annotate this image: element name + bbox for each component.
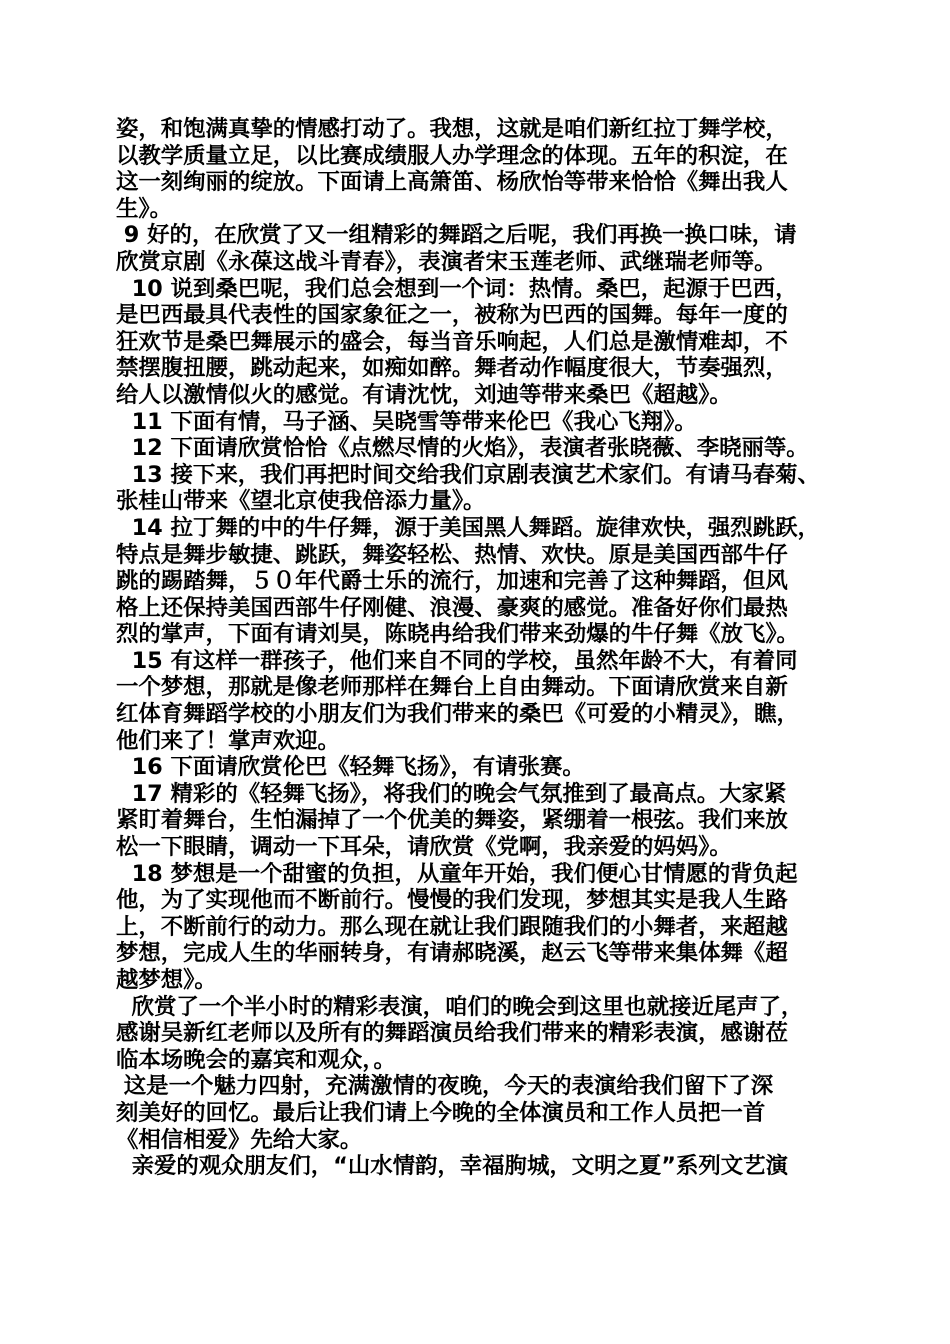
text-line: 11 下面有情，马子涵、吴晓雪等带来伦巴《我心飞翔》。: [116, 408, 697, 435]
text-line: 跳的踢踏舞，５０年代爵士乐的流行，加速和完善了这种舞蹈，但风: [116, 568, 788, 595]
text-line: 以教学质量立足，以比赛成绩服人办学理念的体现。五年的积淀，在: [116, 142, 788, 169]
text-line: 这是一个魅力四射，充满激情的夜晚，今天的表演给我们留下了深: [116, 1073, 774, 1100]
document-page: [116, 116, 848, 1180]
text-line: 给人以激情似火的感觉。有请沈忱，刘迪等带来桑巴《超越》。: [116, 381, 732, 408]
text-line: 欣赏京剧《永葆这战斗青春》，表演者宋玉莲老师、武继瑞老师等。: [116, 248, 777, 275]
text-line: 13 接下来，我们再把时间交给我们京剧表演艺术家们。有请马春菊、: [116, 461, 820, 488]
text-line: 这一刻绚丽的绽放。下面请上高箫笛、杨欣怡等带来恰恰《舞出我人: [116, 169, 788, 196]
text-line: 18 梦想是一个甜蜜的负担，从童年开始，我们便心甘情愿的背负起: [116, 860, 798, 887]
text-line: 《相信相爱》先给大家。: [116, 1126, 363, 1153]
text-line: 亲爱的观众朋友们，“山水情韵，幸福朐城，文明之夏”系列文艺演: [116, 1153, 788, 1180]
text-line: 梦想，完成人生的华丽转身，有请郝晓溪，赵云飞等带来集体舞《超: [116, 940, 788, 967]
text-line: 烈的掌声，下面有请刘昊，陈晓冉给我们带来劲爆的牛仔舞《放飞》。: [116, 621, 799, 648]
text-line: 刻美好的回忆。最后让我们请上今晚的全体演员和工作人员把一首: [116, 1099, 766, 1126]
text-line: 16 下面请欣赏伦巴《轻舞飞扬》，有请张赛。: [116, 754, 585, 781]
text-line: 紧盯着舞台，生怕漏掉了一个优美的舞姿，紧绷着一根弦。我们来放: [116, 807, 788, 834]
text-line: 临本场晚会的嘉宾和观众，。: [116, 1046, 396, 1073]
text-line: 他，为了实现他而不断前行。慢慢的我们发现，梦想其实是我人生路: [116, 887, 788, 914]
text-line: 狂欢节是桑巴舞展示的盛会，每当音乐响起，人们总是激情难却，不: [116, 328, 788, 355]
text-line: 张桂山带来《望北京使我倍添力量》。: [116, 488, 486, 515]
text-line: 他们来了！掌声欢迎。: [116, 727, 340, 754]
text-line: 14 拉丁舞的中的牛仔舞，源于美国黑人舞蹈。旋律欢快，强烈跳跃，: [116, 514, 820, 541]
text-line: 是巴西最具代表性的国家象征之一，被称为巴西的国舞。每年一度的: [116, 302, 788, 329]
text-line: 特点是舞步敏捷、跳跃，舞姿轻松、热情、欢快。原是美国西部牛仔: [116, 541, 788, 568]
text-line: 生》。: [116, 195, 172, 222]
text-line: 17 精彩的《轻舞飞扬》，将我们的晚会气氛推到了最高点。大家紧: [116, 780, 787, 807]
text-line: 15 有这样一群孩子，他们来自不同的学校，虽然年龄不大，有着同: [116, 647, 798, 674]
text-line: 越梦想》。: [116, 967, 217, 993]
text-line: 禁摆腹扭腰，跳动起来，如痴如醉。舞者动作幅度很大，节奏强烈，: [116, 355, 788, 382]
text-line: 姿，和饱满真挚的情感打动了。我想，这就是咱们新红拉丁舞学校，: [116, 116, 788, 142]
text-line: 上，不断前行的动力。那么现在就让我们跟随我们的小舞者，来超越: [116, 913, 788, 940]
text-line: 感谢吴新红老师以及所有的舞蹈演员给我们带来的精彩表演，感谢莅: [116, 1020, 788, 1047]
text-line: 欣赏了一个半小时的精彩表演，咱们的晚会到这里也就接近尾声了，: [116, 993, 804, 1020]
text-line: 红体育舞蹈学校的小朋友们为我们带来的桑巴《可爱的小精灵》，瞧，: [116, 701, 799, 728]
text-line: 格上还保持美国西部牛仔刚健、浪漫、豪爽的感觉。准备好你们最热: [116, 594, 788, 621]
text-line: 12 下面请欣赏恰恰《点燃尽情的火焰》，表演者张晓薇、李晓丽等。: [116, 435, 809, 462]
text-line: 10 说到桑巴呢，我们总会想到一个词：热情。桑巴，起源于巴西，: [116, 275, 798, 302]
text-line: 9 好的，在欣赏了又一组精彩的舞蹈之后呢，我们再换一换口味，请: [116, 222, 797, 249]
text-line: 一个梦想，那就是像老师那样在舞台上自由舞动。下面请欣赏来自新: [116, 674, 788, 701]
text-line: 松一下眼睛，调动一下耳朵，请欣赏《党啊，我亲爱的妈妈》。: [116, 834, 732, 861]
